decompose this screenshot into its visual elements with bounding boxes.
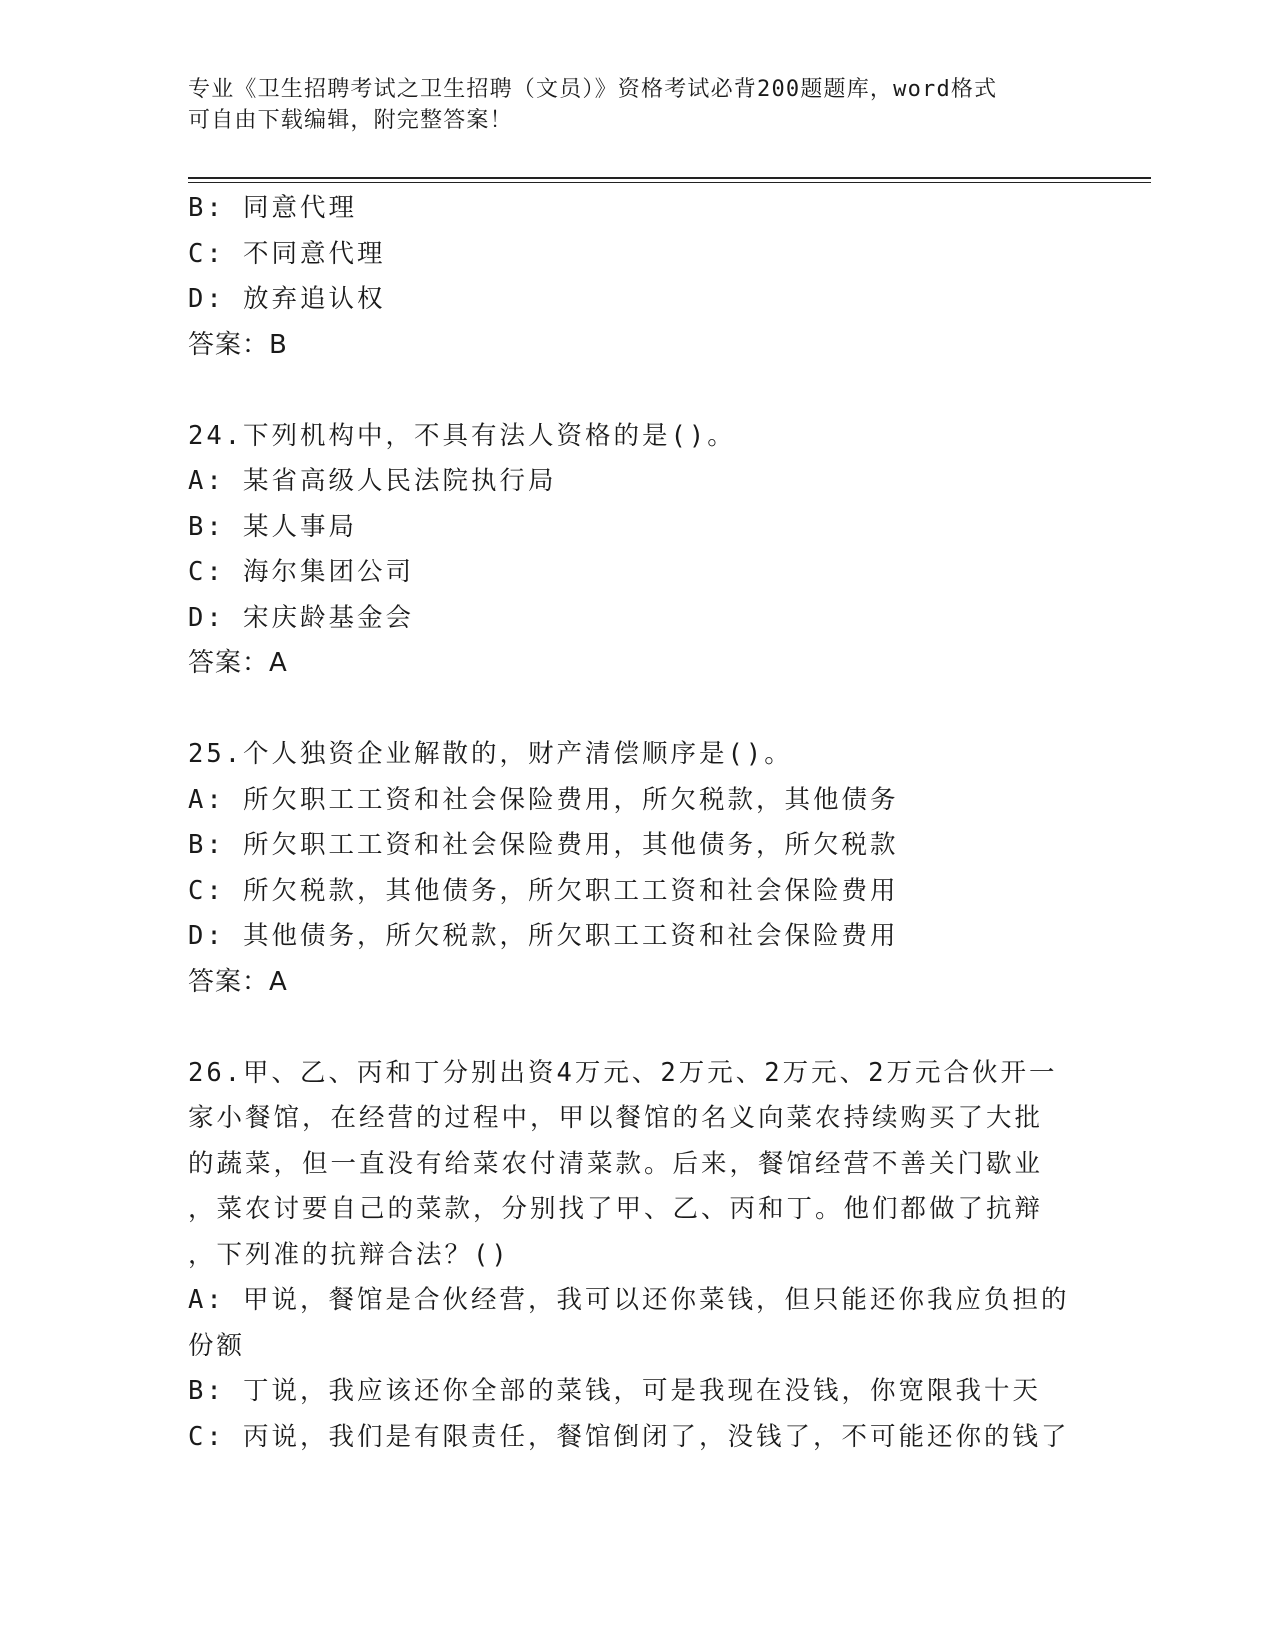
question-25-option-a: A: 所欠职工工资和社会保险费用，所欠税款，其他债务 [188,784,899,815]
question-25-stem: 25.个人独资企业解散的，财产清偿顺序是()。 [188,739,793,769]
question-24-answer: 答案：A [188,648,288,678]
question-26-option-b: B: 丁说，我应该还你全部的菜钱，可是我现在没钱，你宽限我十天 [188,1376,1042,1406]
question-25-option-d: D: 其他债务，所欠税款，所欠职工工资和社会保险费用 [188,921,899,951]
header-title-line-2: 可自由下载编辑，附完整答案！ [188,108,513,133]
question-26-option-c: C: 丙说，我们是有限责任，餐馆倒闭了，没钱了，不可能还你的钱了 [188,1421,1070,1452]
question-26-option-a-continued: 份额 [188,1330,246,1361]
header-divider-thin [188,182,1151,183]
question-content [188,186,1088,1460]
question-24-option-c: C: 海尔集团公司 [188,557,415,587]
question-24-option-b: B: 某人事局 [188,511,358,542]
document-header [188,74,1068,136]
spacer [188,368,1088,414]
header-title-line-1: 专业《卫生招聘考试之卫生招聘（文员）》资格考试必背200题题库，word格式 [188,77,998,102]
option-c: C: 不同意代理 [188,238,386,269]
option-b: B: 同意代理 [188,193,358,223]
question-26-stem-line: ，下列准的抗辩合法？() [188,1239,510,1270]
header-divider-thick [188,177,1151,179]
question-26-stem-line: 家小餐馆，在经营的过程中，甲以餐馆的名义向菜农持续购买了大批 [188,1103,1044,1133]
option-d: D: 放弃追认权 [188,284,386,314]
question-26-stem-line: ，菜农讨要自己的菜款，分别找了甲、乙、丙和丁。他们都做了抗辩 [188,1194,1044,1224]
question-24-stem: 24.下列机构中，不具有法人资格的是()。 [188,420,736,451]
question-25-option-b: B: 所欠职工工资和社会保险费用，其他债务，所欠税款 [188,830,899,860]
answer-line: 答案：B [188,329,288,360]
question-26-stem-line: 26.甲、乙、丙和丁分别出资4万元、2万元、2万元、2万元合伙开一 [188,1057,1058,1088]
question-26-option-a: A: 甲说，餐馆是合伙经营，我可以还你菜钱，但只能还你我应负担的 [188,1285,1070,1315]
question-26-stem-line: 的蔬菜，但一直没有给菜农付清菜款。后来，餐馆经营不善关门歇业 [188,1148,1044,1179]
question-24-option-a: A: 某省高级人民法院执行局 [188,466,557,496]
question-24-option-d: D: 宋庆龄基金会 [188,602,415,633]
spacer [188,1005,1088,1051]
question-25-option-c: C: 所欠税款，其他债务，所欠职工工资和社会保险费用 [188,875,899,906]
spacer [188,687,1088,733]
question-25-answer: 答案：A [188,966,288,997]
